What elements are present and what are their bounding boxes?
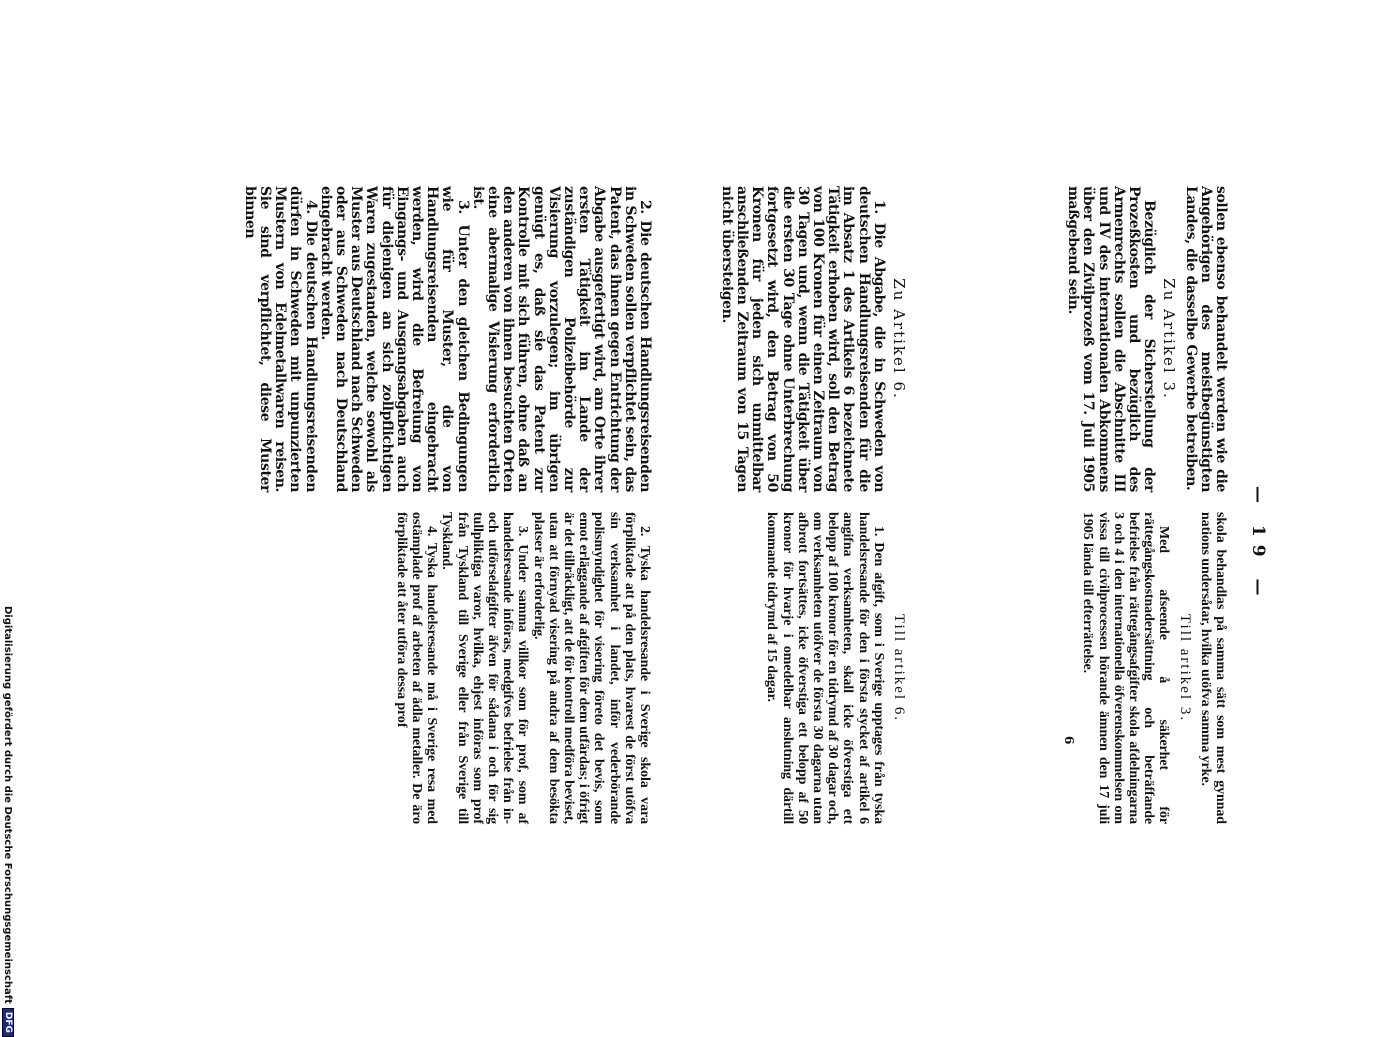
dfg-logo-icon: DFG [2, 1008, 14, 1037]
german-bottom-block-2 [242, 186, 652, 492]
swedish-intro: skola behandlas på samma sätt som mest gynnad nations undersåtar, hvilka utöfva samma yrke. [1197, 512, 1228, 824]
german-intro: sollen ebenso behandelt werden wie die Angehörigen des meistbegünstigten Landes, die dasselbe Gewerbe betreiben. [1182, 186, 1229, 492]
german-article-3-body: Bezüglich der Sicherstellung der Prozeßkosten und bezüglich des Armenrechts sollen die Abschnitte III und IV des internationalen Abkommens über den Zivilprozeß vom 17. Juli 1905 maßgebend sein. [1065, 186, 1158, 492]
german-article-6-heading: Zu Artikel 6. [890, 278, 908, 400]
swedish-bottom-block-2 [394, 512, 652, 824]
swedish-article-6-para-1: 1. Den afgift, som i Sverige upptages från tyska handelsresande för den i första stycket af artikel 6 angifna verksamheten, skall icke öfverstiga ett belopp af 100 kronor för en tidrymd af 30 dagar och, om verksamheten utöfver de första 30 dagarna utan afbrott fortsättes, icke öfverstiga ett belopp af 50 kronor för hvarje i omedelbar anslutning därtill kommande tidrymd af 15 dagar. [764, 512, 886, 824]
signature-mark: 6 [1062, 736, 1076, 745]
german-bottom-block [719, 186, 912, 492]
digitization-footer [2, 606, 14, 1037]
swedish-bottom-block [764, 512, 912, 824]
swedish-article-6-para-4: 4. Tyska handelsresande må i Sverige resa med ostämplade prof af arbeten af ädla metaller. De äro förpliktade att åter utföra dessa prof [393, 512, 440, 824]
swedish-top-block [1080, 512, 1228, 824]
swedish-article-6-para-3: 3. Under samma villkor som för prof, som af handelsresande införas, medgifves befrielse från in- och utförselafgifter äfven för sådana i och för sig tullpliktiga varor, hvilka, ehjest införas som prof från Tyskland till Sverige eller från Sverige till Tyskland. [439, 512, 531, 824]
page-number-label: — 19 — [1248, 486, 1268, 604]
swedish-article-3-heading: Till artikel 3. [1176, 613, 1193, 723]
german-article-6-para-1: 1. Die Abgabe, die in Schweden von deutschen Handlungsreisenden für die im Absatz 1 des Artikels 6 bezeichnete Tätigkeit erhoben wird, soll den Betrag von 100 Kronen für einen Zeitraum von 30 Tagen und, wenn die Tätigkeit über die ersten 30 Tage ohne Unterbrechung fortgesetzt wird, den Betrag von 50 Kronen für jeden sich unmittelbar anschließenden Zeitraum von 15 Tagen nicht übersteigen. [718, 186, 887, 492]
german-article-6-para-3: 3. Unter den gleichen Bedingungen wie für Muster, die von Handlungsreisenden eingebracht werden, wird die Befreiung von Eingangs- und Ausgangsabgaben auch für diejenigen an sich zollpflichtigen Waren zugestanden, welche sowohl als Muster aus Deutschland nach Schweden oder aus Schweden nach Deutschland eingebracht werden. [317, 186, 471, 492]
german-article-6-para-2: 2. Die deutschen Handlungsreisenden in Schweden sollen verpflichtet sein, das Patent, das ihnen gegen Entrichtung der Abgabe ausgefertigt wird, am Orte ihrer ersten Tätigkeit im Lande der zuständigen Polizeibehörde zur Visierung vorzulegen; im übrigen genügt es, daß sie das Patent zur Kontrolle mit sich führen, ohne daß an den anderen von ihnen besuchten Orten eine abermalige Visierung erforderlich ist. [469, 186, 653, 492]
german-top-block [1065, 186, 1228, 492]
footer-text: Digitalisierung gefördert durch die Deutsche Forschungsgemeinschaft [2, 606, 14, 1004]
swedish-article-3-body: Med afseende å säkerhet för rättegångskostnadersättning och beträffande befrielse från rättegångsafgifter skola afdelningarna 3 och 4 i den internationella öfverenskommelsen om vissa till civilprocessen hörande ämnen den 17 juli 1905 lända till efterrättelse. [1080, 512, 1172, 824]
german-article-6-para-4: 4. Die deutschen Handlungsreisenden dürfen in Schweden mit unpunzierten Mustern von Edelmetallwaren reisen. Sie sind verpflichtet, diese Muster binnen [241, 186, 319, 492]
german-article-3-heading: Zu Artikel 3. [1160, 278, 1179, 400]
swedish-article-6-heading: Till artikel 6. [891, 613, 907, 723]
swedish-article-6-para-2: 2. Tyska handelsresande i Sverige skola vara förpliktade att på den plats, hvarest de först utöfva sin verksamhet i landet, inför vederbörande polismyndighet för visering företo det bevis, som emot erläggande af afgiften för dem utfärdas; i öfrigt är det tillräckligt, att de för kontroll medföra beviset, utan att förnyad visering på andra af dem besökta platser är erforderlig. [530, 512, 652, 824]
